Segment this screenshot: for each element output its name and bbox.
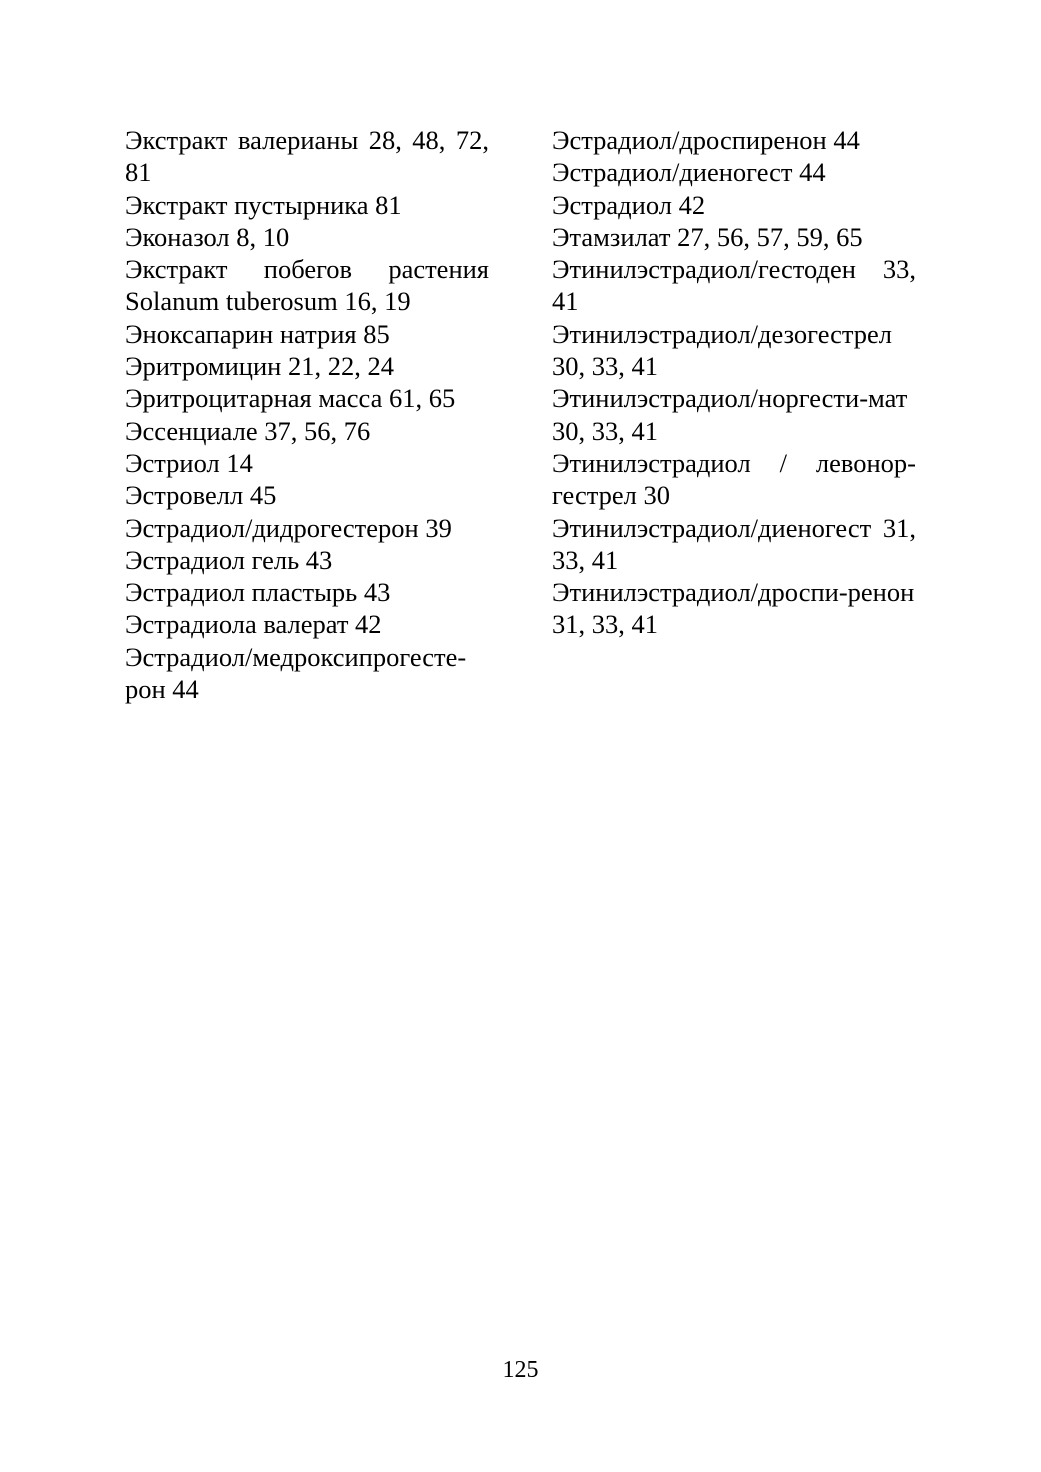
index-entry: Эссенциале 37, 56, 76 [125,415,371,446]
index-entry: Этинилэстрадиол/диеногест 31, 33, 41 [552,512,916,575]
index-entry: Эритромицин 21, 22, 24 [125,351,394,382]
index-entry: Этинилэстрадиол/норгести-мат 30, 33, 41 [552,383,908,446]
index-entry: Эстрадиол/диеногест 44 [552,157,826,188]
index-entry: Этинилэстрадиол/дроспи-ренон 31, 33, 41 [552,577,915,640]
index-entry: Эноксапарин натрия 85 [125,318,390,349]
index-entry: Экстракт валерианы 28, 48, 72, 81 [125,125,489,188]
index-entry: Эстровелл 45 [125,480,277,511]
index-entry: Этинилэстрадиол/дезогестрел 30, 33, 41 [552,318,893,382]
index-entry: Эритроцитарная масса 61, 65 [125,383,456,414]
page-number: 125 [502,1357,539,1383]
index-entry: Эстрадиол/дроспиренон 44 [552,125,860,155]
index-entry: Эстриол 14 [125,447,253,478]
index-entry: Этинилэстрадиол/гестоден 33, 41 [552,254,916,317]
index-column-right [552,124,916,641]
index-entry: Эстрадиол 42 [552,189,706,220]
index-entry: Экстракт пустырника 81 [125,189,402,220]
index-entry: Экстракт побегов растения Solanum tuberosum 16, 19 [125,254,489,317]
index-entry: Эконазол 8, 10 [125,221,290,252]
index-entry: Этинилэстрадиол / левонор-гестрел 30 [552,447,916,511]
index-entry: Эстрадиол гель 43 [125,544,333,575]
index-column-left [125,124,489,705]
index-entry: Эстрадиол/медроксипрогесте-рон 44 [125,641,467,705]
index-entry: Эстрадиол/дидрогестерон 39 [125,512,452,543]
index-entry: Эстрадиола валерат 42 [125,609,382,640]
index-entry: Эстрадиол пластырь 43 [125,577,391,608]
index-entry: Этамзилат 27, 56, 57, 59, 65 [552,221,863,252]
